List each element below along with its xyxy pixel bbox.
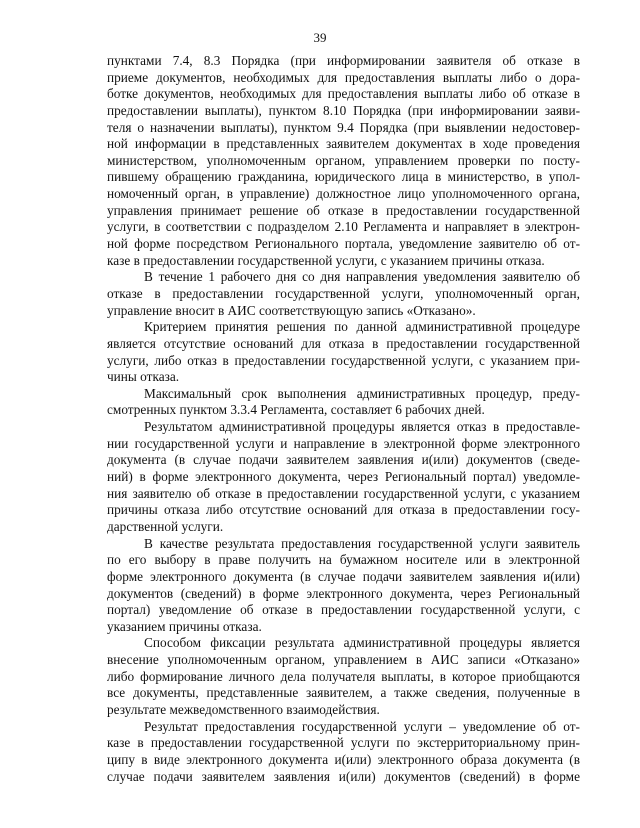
page-number: 39 xyxy=(313,30,327,45)
text-line: указанием причины отказа. xyxy=(107,618,262,634)
document-body xyxy=(107,53,580,785)
paragraph xyxy=(107,719,580,786)
text-line: ципу в виде электронного документа и(или) электронного образа документа (в xyxy=(107,751,580,767)
text-line: министерством, уполномоченным органом, управлением проверки по посту- xyxy=(107,152,580,168)
text-line: дарственной услуги. xyxy=(107,518,224,534)
text-line: ной форме посредством Регионального портала, уведомление заявителю об от- xyxy=(107,236,580,252)
paragraph xyxy=(107,269,580,319)
text-line: Результат предоставления государственной услуги – уведомление об от- xyxy=(144,718,580,734)
paragraph xyxy=(107,419,580,535)
text-line: смотренных пунктом 3.3.4 Регламента, составляет 6 рабочих дней. xyxy=(107,402,485,418)
text-line: отказе в предоставлении государственной услуги, уполномоченный орган, xyxy=(107,285,580,301)
text-line: услуги, либо отказ в предоставлении государственной услуги, с указанием при- xyxy=(107,352,580,368)
text-line: документа (в случае подачи заявителем заявления и(или) документов (сведе- xyxy=(107,452,580,468)
text-line: предоставлении выплаты), пунктом 8.10 Порядка (при информировании заяви- xyxy=(107,102,580,118)
paragraph xyxy=(107,635,580,718)
text-line: по его выбору в праве получить на бумажном носителе или в электронной xyxy=(107,552,580,568)
text-line: В течение 1 рабочего дня со дня направления уведомления заявителю об xyxy=(144,269,580,285)
text-line: Критерием принятия решения по данной административной процедуре xyxy=(144,319,580,335)
text-line: казе в предоставлении государственной услуги, с указанием причины отказа. xyxy=(107,252,545,268)
text-line: ботке документов, необходимых для предоставления выплаты либо об отказе в xyxy=(107,86,580,102)
text-line: В качестве результата предоставления государственной услуги заявитель xyxy=(144,535,580,551)
text-line: документов (сведений) в форме электронного документа, через Региональный xyxy=(107,585,580,601)
text-line: приеме документов, необходимых для предоставления выплаты либо о дора- xyxy=(107,69,580,85)
text-line: все документы, представленные заявителем, а также сведения, полученные в xyxy=(107,685,580,701)
text-line: управление вносит в АИС соответствующую запись «Отказано». xyxy=(107,302,476,318)
paragraph xyxy=(107,319,580,386)
text-line: услуги, в соответствии с подразделом 2.10 Регламента и направляет в электрон- xyxy=(107,219,580,235)
text-line: чины отказа. xyxy=(107,369,180,385)
text-line: управления принимает решение об отказе в предоставлении государственной xyxy=(107,202,580,218)
text-line: внесение уполномоченным органом, управлением в АИС записи «Отказано» xyxy=(107,652,580,668)
text-line: номоченный орган, в управление) должностное лицо уполномоченного органа, xyxy=(107,186,580,202)
text-line: нии государственной услуги и направление в электронной форме электронного xyxy=(107,435,580,451)
text-line: результате межведомственного взаимодействия. xyxy=(107,701,380,717)
text-line: теля о назначении выплаты), пунктом 9.4 Порядка (при выявлении недостовер- xyxy=(107,119,580,135)
text-line: казе в предоставлении государственной услуги по экстерриториальному прин- xyxy=(107,735,580,751)
text-line: либо формирование личного дела получателя выплаты, в которое приобщаются xyxy=(107,668,580,684)
text-line: портал) уведомление об отказе в предоставлении государственной услуги, с xyxy=(107,602,580,618)
text-line: ной информации в представленных заявителем документах в ходе проведения xyxy=(107,136,580,152)
text-line: форме электронного документа (в случае подачи заявителем заявления и(или) xyxy=(107,568,580,584)
text-line: случае подачи заявителем заявления и(или) документов (сведений) в форме xyxy=(107,768,580,784)
text-line: ний) в форме электронного документа, через Региональный портал) уведомле- xyxy=(107,469,580,485)
text-line: пившему обращению гражданина, юридического лица в министерство, в упол- xyxy=(107,169,580,185)
text-line: Результатом административной процедуры является отказ в предоставле- xyxy=(144,419,580,435)
text-line: ния заявителю об отказе в предоставлении государственной услуги, с указанием xyxy=(107,485,580,501)
text-line: пунктами 7.4, 8.3 Порядка (при информировании заявителя об отказе в xyxy=(107,53,580,68)
paragraph xyxy=(107,53,580,269)
paragraph xyxy=(107,536,580,636)
text-line: причины отказа либо отсутствие оснований для отказа в предоставлении госу- xyxy=(107,502,580,518)
text-line: Способом фиксации результата административной процедуры является xyxy=(144,635,580,651)
paragraph xyxy=(107,386,580,419)
text-line: является отсутствие оснований для отказа в предоставлении государственной xyxy=(107,335,580,351)
text-line: Максимальный срок выполнения административных процедур, преду- xyxy=(144,385,580,401)
